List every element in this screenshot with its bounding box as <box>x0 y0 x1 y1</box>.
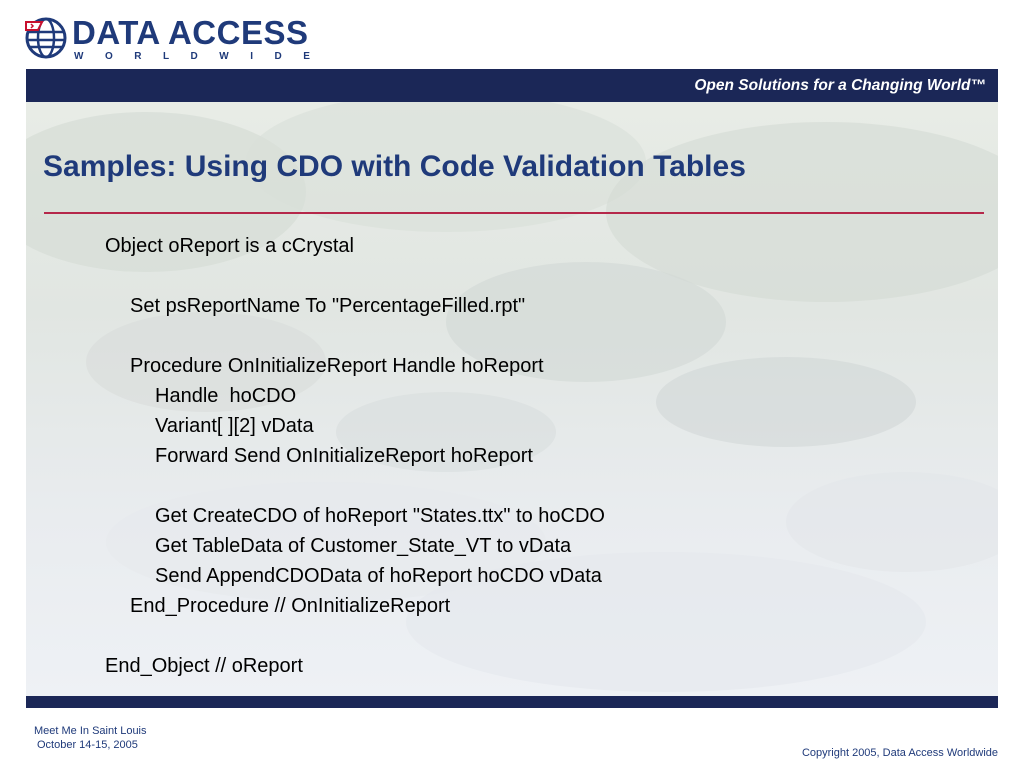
footer-bar <box>26 696 998 708</box>
slide-title: Samples: Using CDO with Code Validation Tables <box>43 150 746 183</box>
code-line: Variant[ ][2] vData <box>155 415 314 437</box>
footer-copyright: Copyright 2005, Data Access Worldwide <box>801 747 998 759</box>
logo-subtext: WORLDWIDE <box>74 51 332 62</box>
code-line: Object oReport is a cCrystal <box>105 235 354 257</box>
code-line: Set psReportName To "PercentageFilled.rpt" <box>130 295 526 317</box>
title-divider <box>44 212 984 214</box>
code-line: Get CreateCDO of hoReport "States.ttx" to hoCDO <box>155 505 605 527</box>
code-line: Procedure OnInitializeReport Handle hoReport <box>130 355 544 377</box>
header-bar <box>26 69 998 102</box>
footer-event-date: October 14-15, 2005 <box>37 739 138 751</box>
code-line: Send AppendCDOData of hoReport hoCDO vData <box>155 565 602 587</box>
code-line: End_Object // oReport <box>105 655 303 677</box>
code-line: Get TableData of Customer_State_VT to vData <box>155 535 572 557</box>
code-line: End_Procedure // OnInitializeReport <box>130 595 451 617</box>
slide-content <box>26 102 998 696</box>
code-line: Forward Send OnInitializeReport hoReport <box>155 445 533 467</box>
globe-icon <box>24 14 68 60</box>
data-access-logo <box>24 14 332 64</box>
footer-event-name: Meet Me In Saint Louis <box>34 725 147 737</box>
logo-wordmark: DATA ACCESS <box>72 14 309 51</box>
code-line: Handle hoCDO <box>155 385 297 407</box>
tagline: Open Solutions for a Changing World™ <box>694 77 986 94</box>
